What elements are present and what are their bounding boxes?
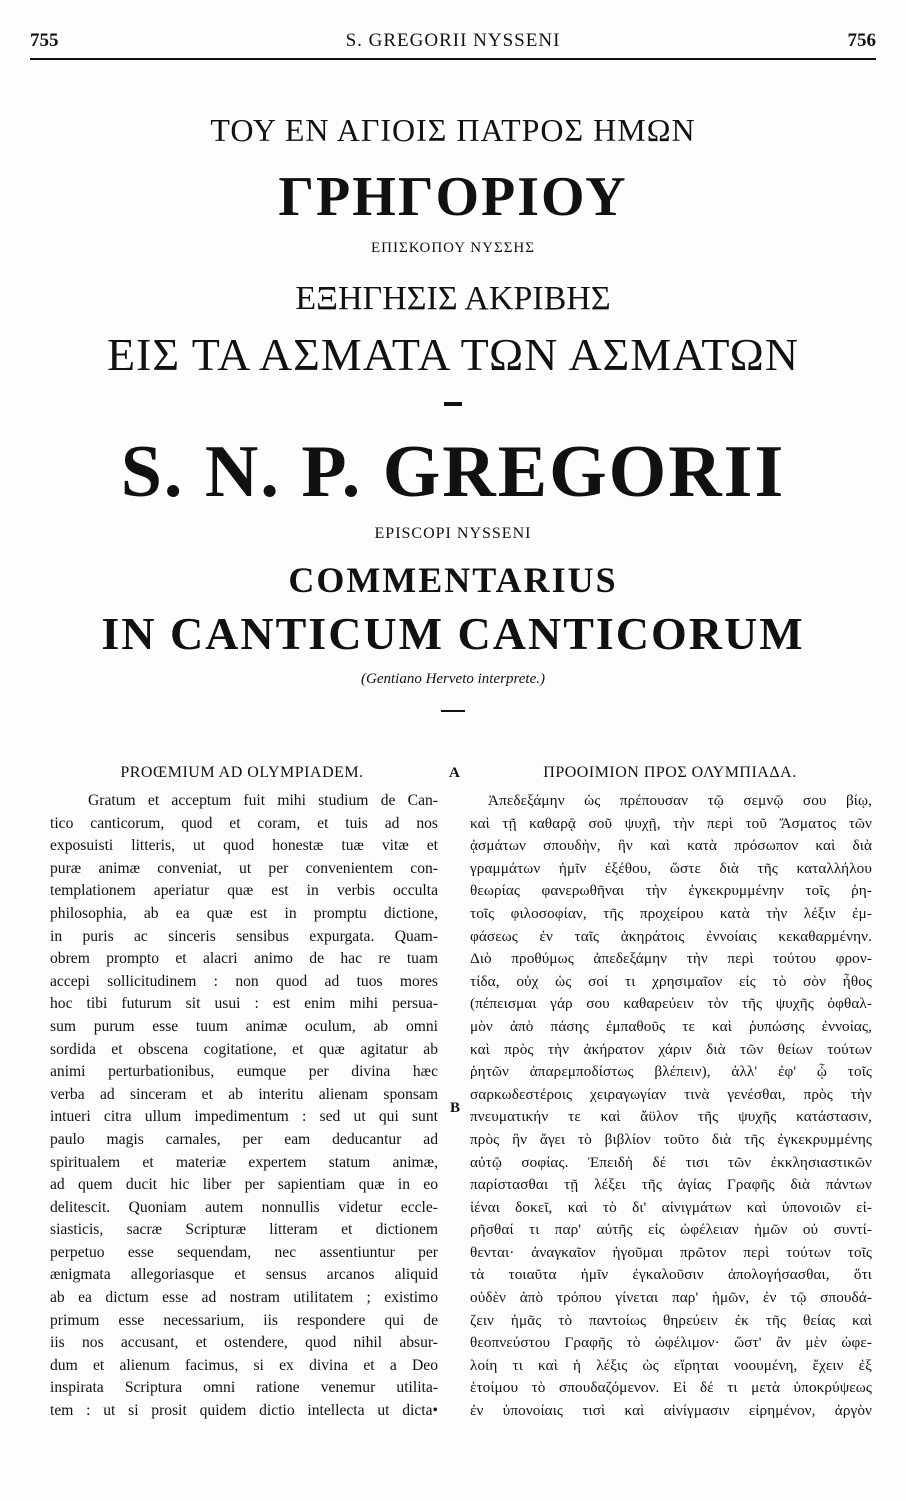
text-line: αὐτῷ σοφίας. Ἐπειδὴ δέ τισι τῶν ἐκκλησιαστικῶν [470,1153,872,1171]
text-line: intueri citra ullum impedimentum : sed ut qui sunt [50,1108,438,1126]
text-line: Ἀπεδεξάμην ὡς πρέπουσαν τῷ σεμνῷ σου βίῳ, [488,792,872,809]
margin-marker-b: B [450,1100,461,1116]
text-line: sum purum esse tuum animæ oculum, ab omni [50,1017,438,1035]
text-line: οὐδὲν ἀπὸ τρόπου γίνεται παρ' ἡμῶν, ἐν τῷ σπουδά- [470,1289,872,1307]
text-line: puræ animæ conveniat, ut per convenientem con- [50,859,438,877]
running-title: S. GREGORII NYSSENI [345,30,561,51]
text-line: τὰ τοιαῦτα ἡμῖν ἐγκαλοῦσιν ἀπολογήσασθαι, ὅτι [470,1266,872,1284]
latin-column-text [50,790,438,1423]
text-line: ænigmata allegoriasque et sensus arcanos aliquid [50,1266,438,1284]
text-line: καὶ τῇ καθαρᾷ σοῦ ψυχῇ, τὴν περὶ τοῦ Ἄσματος τῶν [470,814,872,832]
latin-author-name: S. N. P. GREGORII [120,431,786,513]
text-line: παρίστασθαι τῇ λέξει τῆς ἁγίας Γραφῆς διὰ πάντων [470,1176,872,1194]
text-line: tem : ut si prosit quidem dictio intellecta ut dicta• [50,1402,438,1420]
text-line: τοῖς φιλοσοφίαν, τῆς προχείρου κατὰ τὴν λέξιν ἐμ- [470,904,872,922]
text-line: ῥητῶν ἀπαρεμποδίστως βλέπειν), ἀλλ' ἐφ' ᾧ τοῖς [470,1063,872,1081]
text-line: λοίη τι καὶ ἡ λέξις ὡς εἴρηται νοουμένη, ἔχειν ἐξ [470,1356,872,1374]
text-line: paulo magis carnales, per eam deducantur ad [50,1130,438,1148]
text-line: delitescit. Quoniam autem nonnullis videtur eccle- [50,1198,438,1216]
greek-title-line1: ΤΟΥ ΕΝ ΑΓΙΟΙΣ ΠΑΤΡΟΣ ΗΜΩΝ [210,112,696,148]
text-line: (πέπεισμαι γάρ σου καθαρεύειν τὸν τῆς ψυχῆς ὀφθαλ- [470,995,872,1013]
text-line: πρὸς ἣν ἄγει τὸ βιβλίον τοῦτο διὰ τῆς ἐγκεκρυμμένης [470,1130,872,1148]
latin-title-line2: EPISCOPI NYSSENI [374,525,532,542]
title-separator [444,402,462,406]
text-line: tico canticorum, quod et coram, et tuis ad nos [50,814,438,832]
greek-column-heading: ΠΡΟΟΙΜΙΟΝ ΠΡΟΣ ΟΛΥΜΠΙΑΔΑ. [543,764,797,781]
text-line: primum esse necessarium, iis respondere qui de [50,1311,438,1329]
text-line: dum et alienum facimus, si ex divina et a Deo [50,1356,438,1374]
text-line: ρῆσθαί τι παρ' αὐτῆς εἰς ὠφέλειαν ἡμῶν οὐ συντί- [470,1221,872,1239]
text-line: Διὸ προθύμως ἀπεδεξάμην τὴν περὶ τούτου φρον- [470,950,872,968]
text-line: θεωρίας φανερωθῆναι τὴν ἐγκεκρυμμένην τοῖς ῥη- [470,882,872,900]
running-head [30,30,876,60]
section-separator [441,710,465,712]
text-line: sordida et obscena cogitatione, et quæ agitatur ab [50,1040,438,1058]
text-line: ἐν ὑπονοίαις τισὶ καὶ αἰνίγμασιν εἰρημένον, ἀργὸν [470,1402,872,1420]
text-line: iis nos accusant, et ostendere, quod nihil absur- [50,1334,438,1352]
greek-author-name: ΓΡΗΓΟΡΙΟΥ [278,166,628,228]
text-line: ζειν ἡμᾶς τὸ παντοίως θηρεύειν ἐκ τῆς θείας καὶ [470,1311,872,1329]
text-line: ᾀσμάτων σπουδὴν, ἣν καὶ κατὰ πρόσωπον καὶ διὰ [470,837,872,855]
text-line: inspirata Scriptura omni ratione venemur utilita- [50,1379,438,1397]
text-line: animi perturbationibus, eumque per divina hæc [50,1063,438,1081]
text-line: ἑτοίμου τὸ σπουδαζόμενον. Εἰ δέ τι μετὰ ὑποκρύψεως [470,1379,872,1397]
latin-column-heading: PROŒMIUM AD OLYMPIADEM. [120,764,364,781]
latin-title-line4: IN CANTICUM CANTICORUM [101,608,805,659]
translator-note: (Gentiano Herveto interprete.) [361,671,545,687]
text-line: ab ea dictum esse ad nostram utilitatem ; existimo [50,1289,438,1307]
text-line: θενται· ἀναγκαῖον ἡγοῦμαι πρῶτον περὶ τούτων τοῖς [470,1243,872,1261]
greek-column-text [470,790,872,1423]
text-line: φάσεως ἐν ταῖς ἀκηράτοις ἐννοίαις κεκαθαρμένην. [470,927,872,945]
text-line: σαρκωδεστέροις χειραγωγίαν τινὰ γενέσθαι, πρὸς τὴν [470,1085,872,1103]
text-line: ἰέναι δοκεῖ, καὶ τὸ δι' αἰνιγμάτων καὶ ὑπονοιῶν εἰ- [470,1198,872,1216]
text-line: θεοπνεύστου Γραφῆς τὸ ὠφέλιμον· ὥστ' ἂν μὲν ὠφε- [470,1334,872,1352]
text-line: philosophia, ab ea quæ est in promptu dictione, [50,904,438,922]
text-line: in puris ac sinceris sensibus expurgata. Quam- [50,927,438,945]
right-page-number: 756 [847,30,876,51]
text-line: spiritualem et materiæ expertem statum animæ, [50,1153,438,1171]
text-line: πνευματικήν τε καὶ ἄϋλον τῆς ψυχῆς κατάστασιν, [470,1108,872,1126]
text-line: τίδα, οὐχ ὡς σοί τι χρησιμαῖον εἰς τὸ σὸν ἦθος [470,972,872,990]
greek-title-line3: ΕΠΙΣΚΟΠΟΥ ΝΥΣΣΗΣ [371,240,535,256]
text-line: hoc tibi futurum sit usui : est enim mihi persua- [50,995,438,1013]
text-line: μὸν ἀπὸ πάσης ἐμπαθοῦς τε καὶ ῥυπώσης ἐννοίας, [470,1017,872,1035]
text-line: obrem prompto et alacri animo de hac re tuam [50,950,438,968]
text-line: γραμμάτων ἡμῖν ἐξέθου, ὥστε διὰ τῆς καταλλήλου [470,859,872,877]
greek-title-line5: ΕΙΣ ΤΑ ΑΣΜΑΤΑ ΤΩΝ ΑΣΜΑΤΩΝ [106,329,800,380]
text-line: siasticis, sacræ Scripturæ litteram et dictionem [50,1221,438,1239]
text-line: verba ad sinceram et ab interitu alienam sponsam [50,1085,438,1103]
margin-marker-a: A [449,765,460,781]
header-rule [30,58,876,60]
text-line: templationem aperiatur quæ est in verbis occulta [50,882,438,900]
greek-title-line4: ΕΞΗΓΗΣΙΣ ΑΚΡΙΒΗΣ [295,280,611,317]
text-line: καὶ πρὸς τὴν ἀκήρατον χάριν διὰ τῶν θείων τούτων [470,1040,872,1058]
title-block [0,108,906,712]
left-page-number: 755 [30,30,59,51]
text-line: exposuisti litteris, ut quod honestæ tuæ vitæ et [50,837,438,855]
text-line: accepi sollicitudinem : non quod ad tuos mores [50,972,438,990]
latin-title-line3: COMMENTARIUS [288,560,618,600]
text-line: Gratum et acceptum fuit mihi studium de Can- [88,792,438,809]
text-line: perpetuo esse sequendam, nec assentiuntur per [50,1243,438,1261]
text-line: ad quem ducit hic liber per sapientiam quæ in eo [50,1176,438,1194]
